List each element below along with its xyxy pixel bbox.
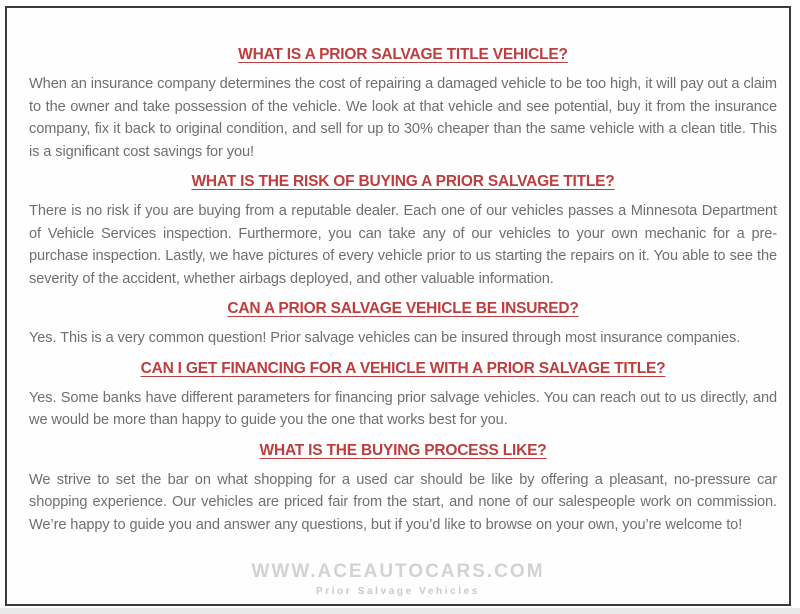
faq-question: CAN A PRIOR SALVAGE VEHICLE BE INSURED? <box>227 300 579 317</box>
faq-answer: We strive to set the bar on what shopping for a used car should be like by offering a pleasant, no-pressure car shopping experience. Our vehicles are priced fair from the start, and none of our salespeople work on commission. We’re happy to guide you and answer any questions, but if you’d like to browse on your own, you’re welcome to! <box>29 471 777 533</box>
document-frame <box>5 6 791 606</box>
faq-section <box>29 360 777 432</box>
faq-question: WHAT IS THE BUYING PROCESS LIKE? <box>259 441 547 459</box>
faq-section <box>29 46 777 163</box>
faq-content <box>7 8 789 536</box>
bottom-edge-strip <box>0 608 800 614</box>
site-url-watermark: WWW.ACEAUTOCARS.COM <box>251 561 545 582</box>
faq-section <box>29 442 777 537</box>
faq-answer: There is no risk if you are buying from a reputable dealer. Each one of our vehicles passes a Minnesota Department of Vehicle Services inspection. Furthermore, you can take any of our vehicles to your own mechanic for a pre-purchase inspection. Lastly, we have pictures of every vehicle prior to us starting the repairs on it. You able to see the severity of the accident, whether airbags deployed, and other valuable information. <box>29 203 777 287</box>
faq-answer: When an insurance company determines the cost of repairing a damaged vehicle to be too high, it will pay out a claim to the owner and take possession of the vehicle. We look at that vehicle and see potential, buy it from the insurance company, fix it back to original condition, and sell for up to 30% cheaper than the same vehicle with a clean title. This is a significant cost savings for you! <box>29 76 777 160</box>
faq-answer: Yes. This is a very common question! Prior salvage vehicles can be insured through most insurance companies. <box>29 330 741 346</box>
faq-question: WHAT IS A PRIOR SALVAGE TITLE VEHICLE? <box>238 46 568 63</box>
faq-question: WHAT IS THE RISK OF BUYING A PRIOR SALVAGE TITLE? <box>191 173 615 190</box>
faq-question: CAN I GET FINANCING FOR A VEHICLE WITH A PRIOR SALVAGE TITLE? <box>140 359 666 377</box>
faq-answer: Yes. Some banks have different parameters for financing prior salvage vehicles. You can reach out to us directly, and we would be more than happy to guide you the one that works best for you. <box>29 389 777 428</box>
footer-watermark <box>7 561 789 598</box>
faq-section <box>29 300 777 350</box>
tagline-watermark: Prior Salvage Vehicles <box>316 586 480 597</box>
faq-section <box>29 173 777 290</box>
